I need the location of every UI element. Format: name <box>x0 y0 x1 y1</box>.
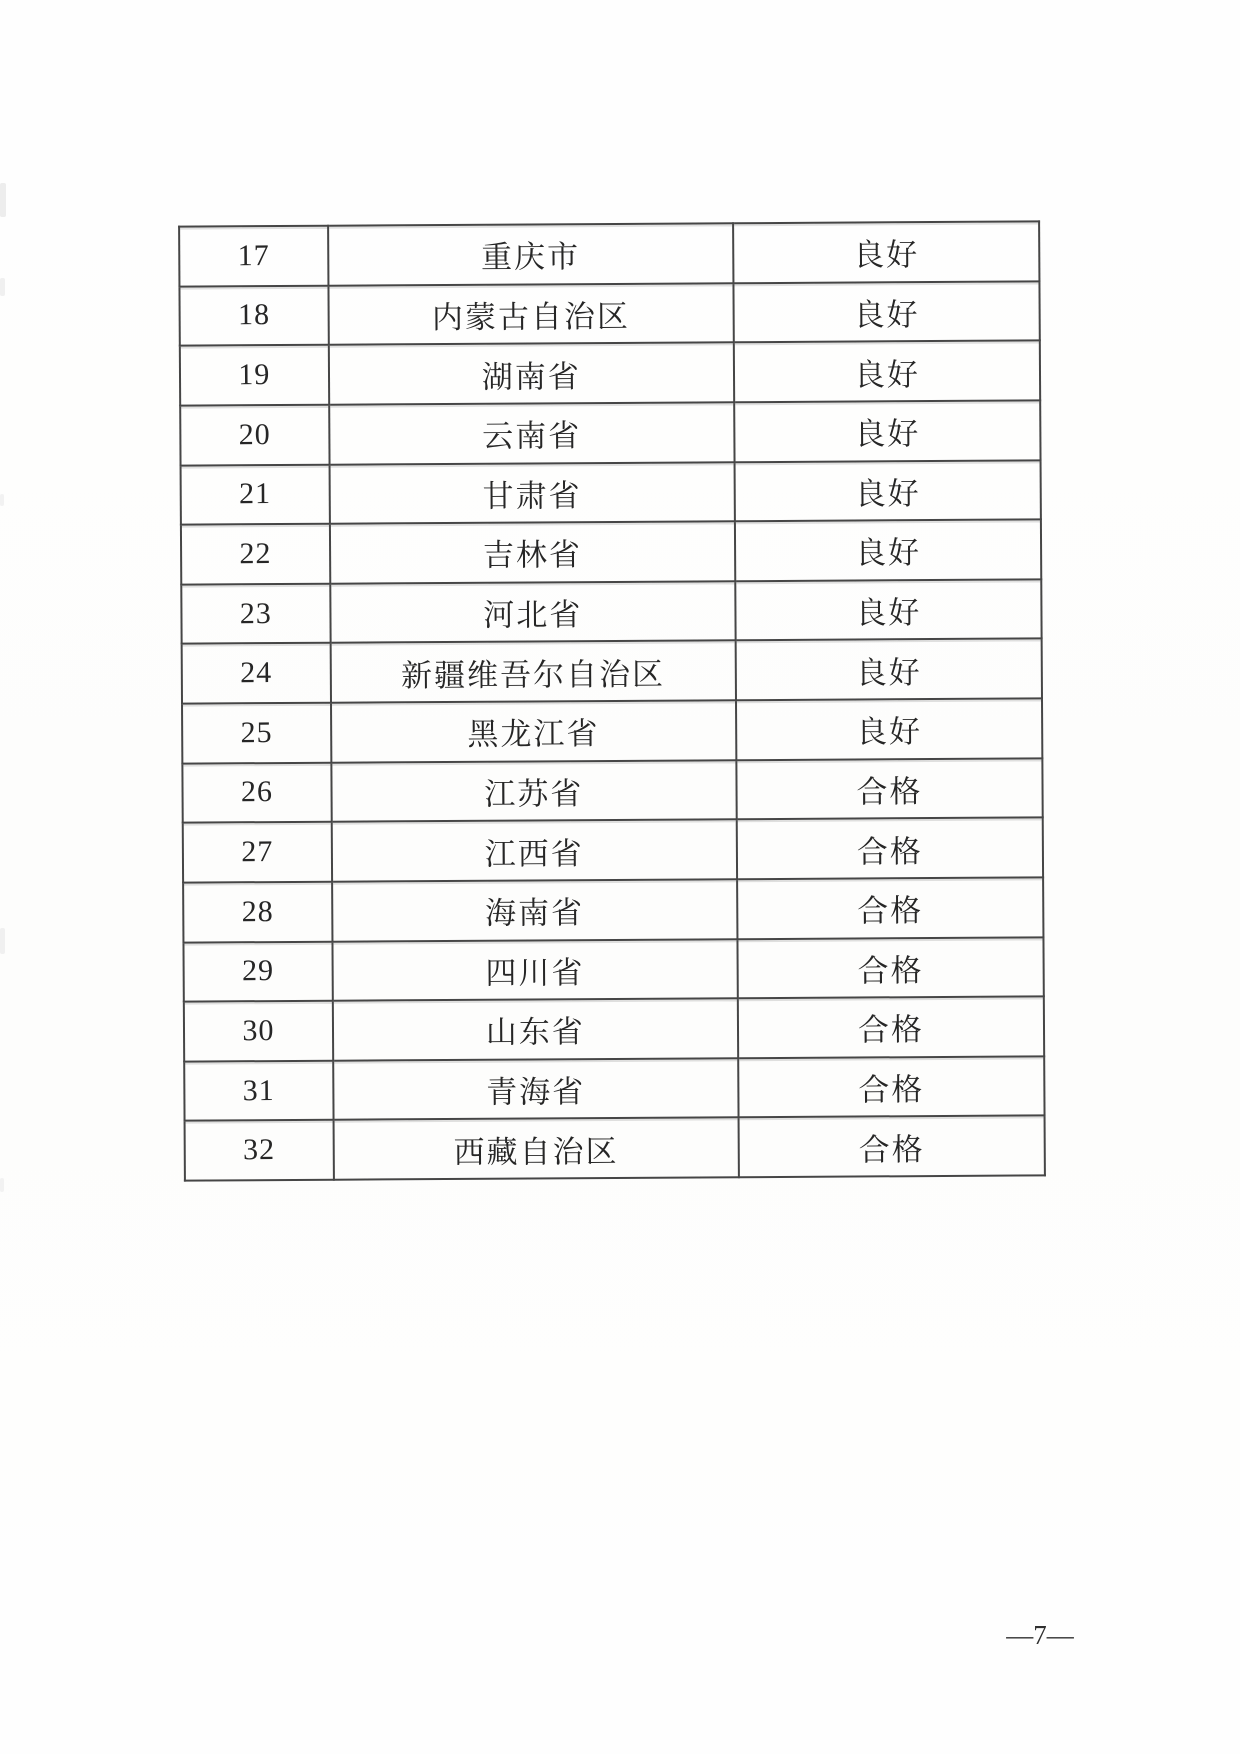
rating-cell: 合格 <box>737 937 1044 998</box>
scan-artifact <box>0 494 4 506</box>
region-name-cell: 山东省 <box>333 998 738 1060</box>
region-name-cell: 河北省 <box>330 581 735 643</box>
region-name-cell: 黑龙江省 <box>331 700 736 762</box>
serial-number-cell: 31 <box>184 1060 333 1121</box>
rating-cell: 良好 <box>735 579 1042 640</box>
table-row <box>185 1116 1045 1181</box>
serial-number-cell: 29 <box>183 941 332 1002</box>
table-row <box>183 937 1043 1002</box>
rating-cell: 合格 <box>737 877 1044 938</box>
serial-number-cell: 25 <box>182 703 331 764</box>
table-row <box>183 818 1043 883</box>
page-number: —7— <box>1006 1620 1074 1650</box>
rating-cell: 良好 <box>735 639 1042 700</box>
serial-number-cell: 20 <box>180 405 329 466</box>
region-name-cell: 吉林省 <box>330 521 735 583</box>
table-row <box>179 221 1039 286</box>
serial-number-cell: 18 <box>179 285 328 346</box>
table-row <box>181 579 1041 644</box>
table-row <box>181 460 1041 525</box>
serial-number-cell: 26 <box>182 762 331 823</box>
rating-cell: 合格 <box>738 1116 1045 1177</box>
region-name-cell: 重庆市 <box>328 223 733 285</box>
serial-number-cell: 19 <box>180 345 329 406</box>
rating-cell: 合格 <box>738 1056 1045 1117</box>
rating-cell: 良好 <box>736 698 1043 759</box>
rating-cell: 良好 <box>733 281 1040 342</box>
serial-number-cell: 17 <box>179 226 328 287</box>
rating-cell: 合格 <box>736 758 1043 819</box>
scan-artifact <box>0 1178 4 1192</box>
table-row <box>180 341 1040 406</box>
serial-number-cell: 30 <box>184 1001 333 1062</box>
table-row <box>179 281 1039 346</box>
rating-cell: 合格 <box>737 818 1044 879</box>
table-row <box>180 400 1040 465</box>
rating-cell: 良好 <box>734 460 1041 521</box>
ratings-table-body <box>179 221 1045 1180</box>
ratings-table-grid <box>178 220 1046 1181</box>
rating-cell: 良好 <box>733 221 1040 282</box>
table-row <box>182 698 1042 763</box>
table-row <box>183 877 1043 942</box>
serial-number-cell: 32 <box>185 1120 334 1181</box>
region-name-cell: 内蒙古自治区 <box>328 283 733 345</box>
rating-cell: 良好 <box>734 341 1041 402</box>
table-row <box>181 520 1041 585</box>
region-name-cell: 四川省 <box>332 939 737 1001</box>
serial-number-cell: 28 <box>183 882 332 943</box>
region-name-cell: 甘肃省 <box>329 462 734 524</box>
serial-number-cell: 22 <box>181 524 330 585</box>
scan-artifact <box>0 928 5 954</box>
region-name-cell: 青海省 <box>333 1058 738 1120</box>
region-name-cell: 新疆维吾尔自治区 <box>330 641 735 703</box>
table-row <box>182 639 1042 704</box>
serial-number-cell: 27 <box>183 822 332 883</box>
serial-number-cell: 23 <box>181 583 330 644</box>
ratings-table <box>178 220 1046 1181</box>
region-name-cell: 江苏省 <box>331 760 736 822</box>
scan-artifact <box>0 278 5 296</box>
region-name-cell: 云南省 <box>329 402 734 464</box>
region-name-cell: 湖南省 <box>329 343 734 405</box>
rating-cell: 合格 <box>738 996 1045 1057</box>
table-row <box>184 996 1044 1061</box>
serial-number-cell: 21 <box>181 464 330 525</box>
region-name-cell: 海南省 <box>332 879 737 941</box>
rating-cell: 良好 <box>735 520 1042 581</box>
table-row <box>182 758 1042 823</box>
scan-artifact <box>0 183 6 217</box>
table-row <box>184 1056 1044 1121</box>
serial-number-cell: 24 <box>182 643 331 704</box>
region-name-cell: 江西省 <box>331 819 736 881</box>
rating-cell: 良好 <box>734 400 1041 461</box>
region-name-cell: 西藏自治区 <box>333 1118 738 1180</box>
